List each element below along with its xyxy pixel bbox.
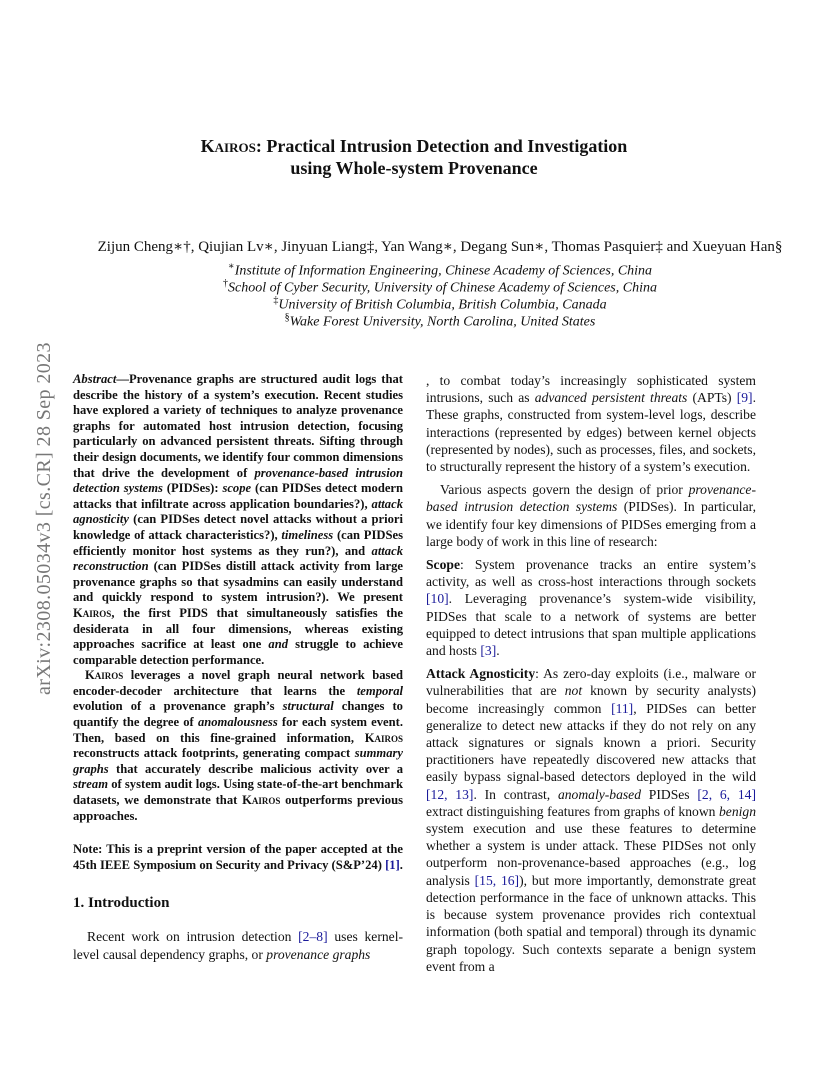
body-text: , to combat today’s increasingly sophisticated system intrusions, such as <box>426 373 756 406</box>
abstract-term: provenance-based intrusion detection systems <box>73 465 404 496</box>
affiliation-text: Institute of Information Engineering, Chinese Academy of Sciences, China <box>234 263 653 279</box>
citation-link[interactable]: [2, 6, 14] <box>697 786 756 802</box>
attack-agnosticity-paragraph <box>426 665 756 975</box>
body-text: . <box>496 643 500 659</box>
right-column <box>426 372 756 975</box>
title-line1: : Practical Intrusion Detection and Investigation <box>255 136 628 156</box>
abstract-text: reconstructs attack footprints, generating compact <box>73 746 355 761</box>
citation-link[interactable]: [2–8] <box>298 929 328 945</box>
system-name: Kairos <box>200 136 256 156</box>
paper-title <box>90 135 738 179</box>
aspects-paragraph <box>426 481 756 550</box>
scope-paragraph <box>426 556 756 659</box>
system-name: Kairos <box>242 793 281 808</box>
left-column <box>73 372 403 963</box>
citation-link[interactable]: [10] <box>426 591 449 607</box>
intro-paragraph <box>73 928 403 962</box>
body-term: not <box>564 683 583 699</box>
abstract-text: that accurately describe malicious activity over a <box>108 761 403 776</box>
abstract-term: timeliness <box>281 527 334 542</box>
abstract-term: attack reconstruction <box>73 543 403 574</box>
affiliation-mark: § <box>284 312 290 323</box>
citation-link[interactable]: [12, 13] <box>426 786 474 802</box>
abstract-text: (PIDSes): <box>162 481 223 496</box>
system-name: Kairos <box>73 605 112 620</box>
citation-link[interactable]: [11] <box>611 700 634 716</box>
abstract-text: (can PIDSes detect novel attacks without a priori knowledge of attack characteristics?), <box>73 512 403 542</box>
citation-link[interactable]: [15, 16] <box>474 872 520 888</box>
citation-link[interactable]: [3] <box>480 643 497 659</box>
abstract-paragraph-2 <box>73 668 403 824</box>
preprint-note <box>73 842 403 873</box>
title-line2: using Whole-system Provenance <box>290 158 538 178</box>
body-term: advanced persistent threats <box>534 390 688 406</box>
affiliation-mark: ‡ <box>273 295 279 306</box>
body-text: uses kernel-level causal dependency graphs, or <box>73 929 404 962</box>
citation-link[interactable]: [9] <box>736 390 753 406</box>
affiliation-mark: ∗ <box>227 261 235 272</box>
abstract-text: (can PIDSes detect modern attacks that infiltrate across application boundaries?), <box>73 481 404 511</box>
abstract-text: struggle to achieve comparable detection performance. <box>73 637 403 667</box>
abstract-text: —Provenance graphs are structured audit logs that describe the history of a system’s execution. Recent studies have explored a variety of techniques to analyze provenance graphs for automated host intrusion detection, focusing particularly on advanced persistent threats. Sifting through their design documents, we identify four common dimensions that drive the development of <box>73 372 403 480</box>
body-text: Various aspects govern the design of prior <box>440 482 689 498</box>
affiliation-4 <box>60 309 820 331</box>
abstract-text: leverages a novel graph neural network based encoder-decoder architecture that learns the <box>73 668 403 698</box>
abstract-text: , the first PIDS that simultaneously satisfies the desiderata in all four dimensions, whereas existing approaches sacrifice at least one <box>73 605 403 652</box>
arxiv-stamp-text: arXiv:2308.05034v3 [cs.CR] 28 Sep 2023 <box>33 342 55 695</box>
abstract-term: structural <box>282 699 334 714</box>
affiliation-mark: † <box>223 278 228 289</box>
abstract-term: attack agnosticity <box>73 496 403 527</box>
body-text: (PIDSes). In particular, we identify four key dimensions of PIDSes emerging from a large body of work in this line of research: <box>426 499 756 549</box>
dimension-label: Attack Agnosticity <box>426 666 536 682</box>
abstract-term: stream <box>73 777 108 792</box>
body-text: . In contrast, <box>473 786 558 802</box>
body-text: . These graphs, constructed from system-level logs, describe interactions (represented by edges) between kernel objects (represented by nodes), such as processes, files, and sockets, to structurally represent the history of a system’s execution. <box>426 390 756 475</box>
abstract-term: and <box>268 637 288 652</box>
body-text: : As zero-day exploits (i.e., malware or vulnerabilities that are <box>426 666 757 699</box>
section-heading: 1. Introduction <box>73 895 170 912</box>
body-text: ), but more importantly, demonstrate great detection performance in the face of unknown attacks. This is because system provenance provides rich contextual information (both spatial and temporal) through its dynamic graph topology. Such contexts separate a benign system event from a <box>426 872 756 974</box>
arxiv-stamp <box>8 280 68 700</box>
system-name: Kairos <box>364 730 403 745</box>
body-term: anomaly-based <box>557 786 642 802</box>
body-text: : System provenance tracks an entire system’s activity, as well as cross-host interactions through sockets <box>426 557 756 590</box>
body-text: extract distinguishing features from graphs of known <box>426 803 719 819</box>
abstract-text: (can PIDSes efficiently monitor host systems as they run?), and <box>73 527 403 558</box>
body-text: (APTs) <box>687 390 737 406</box>
body-text: . Leveraging provenance’s system-wide visibility, PIDSes that scale to a network of systems are better equipped to detect intrusions that span multiple applications and hosts <box>426 591 756 659</box>
affiliation-text: Wake Forest University, North Carolina, United States <box>289 314 596 330</box>
abstract-text: evolution of a provenance graph’s <box>73 699 283 714</box>
body-text: known by security analysts) become increasingly common <box>426 683 756 716</box>
note-text: . <box>399 857 403 872</box>
body-text: PIDSes <box>641 786 698 802</box>
citation-link[interactable]: [1] <box>385 857 400 872</box>
dimension-label: Scope <box>426 557 460 573</box>
body-text: system execution and use these features to determine whether a system is under attack. These PIDSes not only outperform non-provenance-based approaches (e.g., log analysis <box>426 821 756 888</box>
abstract-term: scope <box>222 481 252 496</box>
body-text: Recent work on intrusion detection <box>87 929 299 945</box>
abstract-paragraph-1 <box>73 372 403 668</box>
abstract-text: outperforms previous approaches. <box>73 793 403 823</box>
abstract-text: for each system event. Then, based on this fine-grained information, <box>73 715 403 745</box>
affiliation-text: University of British Columbia, British Columbia, Canada <box>278 297 607 313</box>
body-term: benign <box>719 803 756 819</box>
intro-paragraph-continued <box>426 372 756 475</box>
abstract-term: anomalousness <box>197 715 278 730</box>
affiliation-text: School of Cyber Security, University of Chinese Academy of Sciences, China <box>228 280 657 296</box>
note-text: Note: This is a preprint version of the paper accepted at the 45th IEEE Symposium on Security and Privacy (S&P’24) <box>73 842 403 872</box>
abstract-label: Abstract <box>73 372 117 386</box>
abstract-text: changes to quantify the degree of <box>73 699 403 730</box>
abstract-text: (can PIDSes distill attack activity from large provenance graphs so that sysadmins can easily understand and quickly respond to system intrusion?). We present <box>73 559 403 605</box>
body-text: , PIDSes can better generalize to detect new attacks if they do not rely on any attack signatures or signals known a priori. Security practitioners have repeatedly discovered new attacks that easily bypass signal-based detectors deployed in the wild <box>426 700 756 785</box>
abstract-term: temporal <box>356 683 403 698</box>
body-term: provenance graphs <box>266 946 371 962</box>
abstract-text: of system audit logs. Using state-of-the-art benchmark datasets, we demonstrate that <box>73 777 403 808</box>
author-list: Zijun Cheng∗†, Qiujian Lv∗, Jinyuan Liang‡, Yan Wang∗, Degang Sun∗, Thomas Pasquier‡ and Xueyuan Han§ <box>97 239 783 255</box>
body-term: provenance-based intrusion detection systems <box>426 482 756 515</box>
system-name: Kairos <box>85 668 124 683</box>
abstract-term: summary graphs <box>73 746 403 776</box>
